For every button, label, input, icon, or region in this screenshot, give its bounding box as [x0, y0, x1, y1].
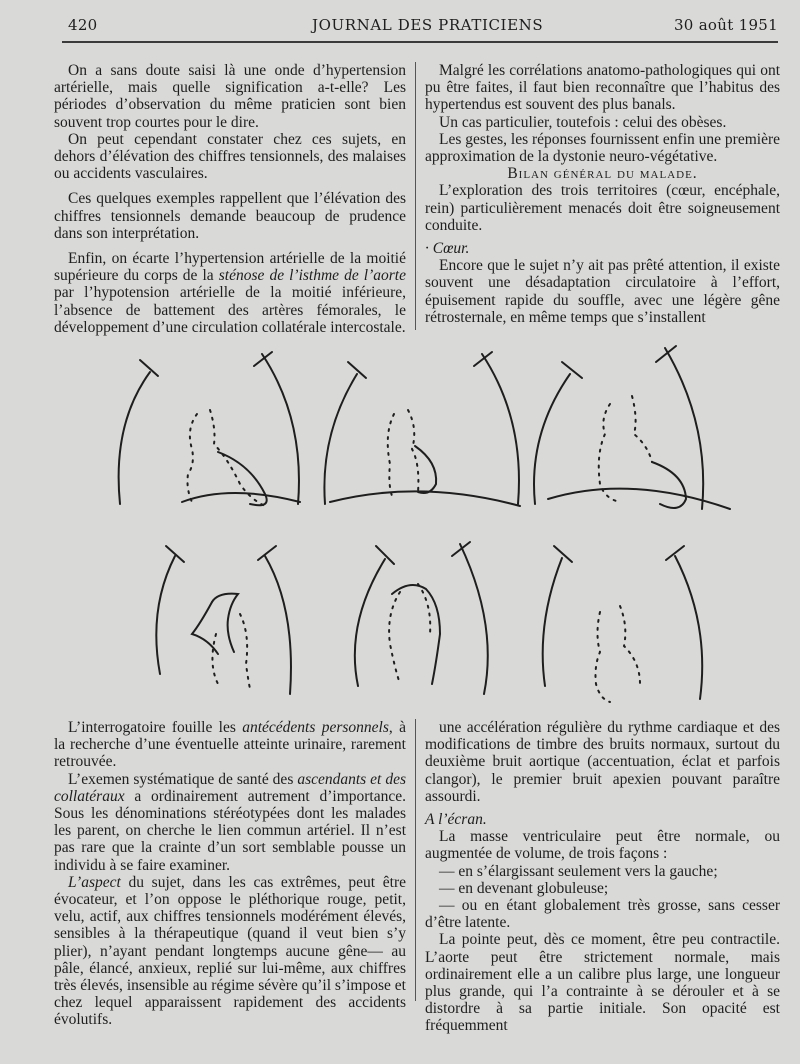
column-divider-bottom	[415, 719, 416, 1001]
paragraph: La masse ventriculaire peut être normale, ou augmentée de volume, de trois façons :	[425, 828, 780, 863]
figure-normal-heart	[119, 352, 300, 506]
paragraph: L’exploration des trois territoires (cœur, encéphale, rein) particulièrement menacés doit être soigneusement conduite.	[425, 182, 780, 234]
paragraph: L’interrogatoire fouille les antécédents personnels, à la recherche d’une éventuelle atteinte urinaire, rarement retrouvée.	[54, 719, 406, 771]
heart-silhouette-figures	[100, 334, 780, 718]
paragraph: Malgré les corrélations anatomo-pathologiques qui ont pu être faites, il faut bien reconnaître que l’habitus des hypertendus est souvent des plus banals.	[425, 62, 780, 114]
paragraph: Ces quelques exemples rappellent que l’élévation des chiffres tensionnels demande beaucoup de prudence dans son interprétation.	[54, 190, 406, 242]
subheading: · Cœur.	[425, 240, 470, 258]
paragraph: On a sans doute saisi là une onde d’hypertension artérielle, mais quelle signification a-t-elle? Les périodes d’observation du même praticien sont bien souvent trop courtes pour le dire.	[54, 62, 406, 131]
paragraph: L’aspect du sujet, dans les cas extrêmes, peut être évocateur, et l’on oppose le pléthorique rouge, petit, velu, actif, aux chiffres tensionnels modérément élevés, sensibles à la thérapeutique (quand il veut bien s’y plier), n’ayant pendant longtemps aucune gêne— au pâle, élancé, anxieux, replié sur lui-même, aux chiffres très élevés, insensible au régime sévère qu’il s’impose et chez lequel apparaissent rapidement des accidents évolutifs.	[54, 873, 406, 1029]
column-top-left	[54, 62, 406, 336]
figure-left-enlargement	[324, 352, 520, 506]
journal-title: JOURNAL DES PRATICIENS	[312, 16, 544, 34]
column-bottom-right	[425, 719, 780, 1035]
header-rule	[62, 41, 778, 43]
paragraph: une accélération régulière du rythme cardiaque et des modifications de timbre des bruits normaux, surtout du deuxième bruit aortique (accentuation, éclat et parfois clangor), le premier bruit apexien pouvant paraître assourdi.	[425, 719, 780, 805]
subheading: A l’écran.	[425, 811, 487, 829]
page-number: 420	[68, 16, 98, 34]
column-divider-top	[415, 62, 416, 330]
paragraph: On peut cependant constater chez ces sujets, en dehors d’élévation des chiffres tensionnels, des malaises ou accidents vasculaires.	[54, 130, 406, 183]
paragraph: Les gestes, les réponses fournissent enfin une première approximation de la dystonie neuro-végétative.	[425, 130, 780, 166]
column-bottom-left	[54, 719, 406, 1029]
paragraph: Encore que le sujet n’y ait pas prêté attention, il existe souvent une désadaptation circulatoire à l’effort, épuisement rapide du souffle, avec une légère gêne rétrosternale, en même temps que s’installent	[425, 257, 780, 326]
figure-aortic-unfolding	[156, 546, 291, 694]
page-header	[68, 14, 778, 38]
figure-large-heart	[543, 546, 703, 702]
paragraph: La pointe peut, dès ce moment, être peu contractile. L’aorte peut être strictement normale, mais ordinairement elle a un calibre plus large, une longueur plus grande, qui l’a contrainte à se dérouler et à se distordre à sa partie initiale. Son opacité est fréquemment	[425, 931, 780, 1035]
section-title: Bilan général du malade.	[507, 165, 698, 183]
paragraph: Enfin, on écarte l’hypertension artérielle de la moitié supérieure du corps de la sténose de l’isthme de l’aorte par l’hypotension artérielle de la moitié inférieure, l’absence de battement des artères fémorales, le développement d’une circulation collatérale intercostale.	[54, 250, 406, 336]
issue-date: 30 août 1951	[673, 16, 778, 34]
figure-dilated-aorta	[355, 542, 488, 694]
paragraph: L’exemen systématique de santé des ascendants et des collatéraux a ordinairement autrement d’importance. Sous les dénominations stéréotypées dont les malades les parent, on cherche le lien commun artériel. Il n’est pas rare que la crainte d’un sort semblable pousse un individu à se faire examiner.	[54, 770, 406, 874]
list-item: — ou en étant globalement très grosse, sans cesser d’être latente.	[425, 897, 780, 932]
list-item: — en devenant globuleuse;	[439, 879, 609, 897]
figure-globular-heart	[534, 346, 730, 509]
paragraph: Un cas particulier, toutefois : celui des obèses.	[439, 113, 727, 131]
column-top-right	[425, 62, 780, 326]
list-item: — en s’élargissant seulement vers la gauche;	[439, 862, 718, 880]
